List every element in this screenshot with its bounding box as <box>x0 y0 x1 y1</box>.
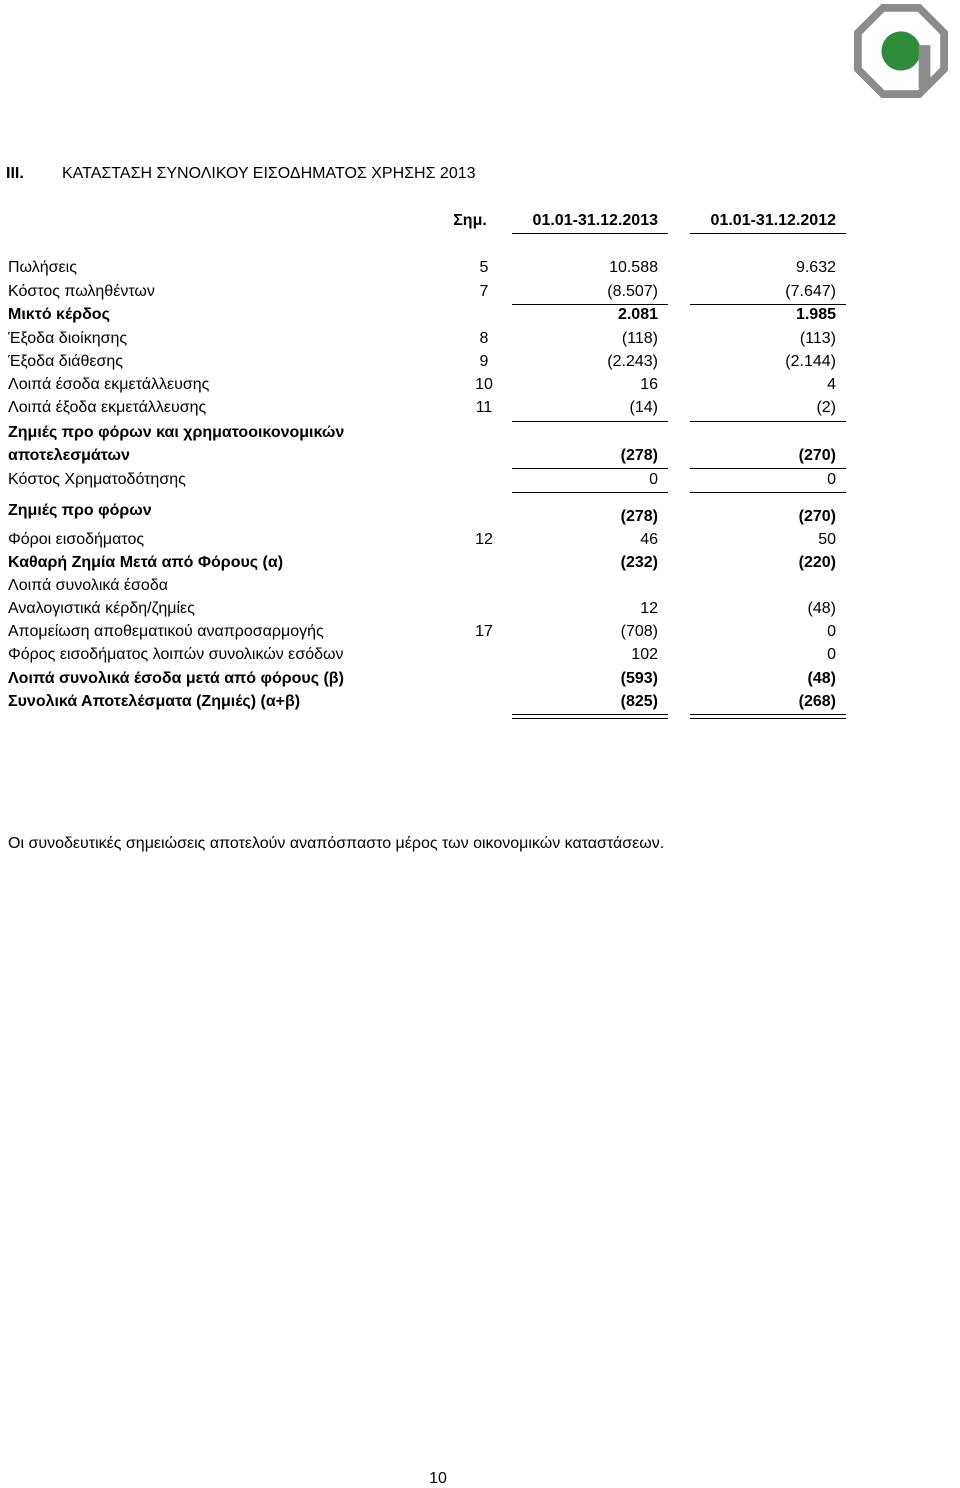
row-value-2012: 0 <box>827 471 836 488</box>
row-value-2013: (278) <box>620 508 658 525</box>
row-note: 12 <box>475 531 493 548</box>
row-note: 11 <box>475 399 493 416</box>
row-value-2013: 46 <box>640 531 658 548</box>
table-row <box>0 646 960 668</box>
row-label: Ζημιές προ φόρων <box>8 502 152 519</box>
row-label: Έξοδα διοίκησης <box>8 330 128 347</box>
company-logo <box>852 2 950 100</box>
row-value-2013: 2.081 <box>617 306 658 323</box>
row-label: Συνολικά Αποτελέσματα (Ζημιές) (α+β) <box>8 693 301 710</box>
year-2012-column-header: 01.01-31.12.2012 <box>710 212 836 229</box>
row-value-2012: (7.647) <box>785 283 836 300</box>
row-value-2012: 9.632 <box>795 259 836 276</box>
table-row <box>0 623 960 645</box>
rule-below-ebit-2013 <box>512 468 668 469</box>
row-label: Λοιπά συνολικά έσοδα μετά από φόρους (β) <box>8 670 344 687</box>
row-value-2013: (593) <box>620 670 658 687</box>
logo-green-circle <box>881 31 920 70</box>
rule-below-ebit-2012 <box>690 468 846 469</box>
row-label: Αναλογιστικά κέρδη/ζημίες <box>8 600 195 617</box>
rule-above-gross-profit-2013 <box>512 304 668 305</box>
footnote: Οι συνοδευτικές σημειώσεις αποτελούν αναπόσπαστο μέρος των οικονομικών καταστάσεων. <box>8 835 665 852</box>
row-value-2012: (2) <box>816 399 836 416</box>
row-value-2013: 0 <box>649 471 658 488</box>
row-label: Φόροι εισοδήματος <box>8 531 145 548</box>
row-value-2013: (278) <box>620 447 658 464</box>
row-value-2013: 16 <box>640 376 658 393</box>
row-value-2013: (708) <box>620 623 658 640</box>
total-double-rule-top-2013 <box>512 714 668 715</box>
row-label: Φόρος εισοδήματος λοιπών συνολικών εσόδων <box>8 646 344 663</box>
row-label: Καθαρή Ζημία Μετά από Φόρους (α) <box>8 554 284 571</box>
row-label: Κόστος Χρηματοδότησης <box>8 471 186 488</box>
row-value-2012: (268) <box>798 693 836 710</box>
rule-below-other-expenses-2013 <box>512 421 668 422</box>
note-column-header: Σημ. <box>453 212 487 229</box>
rule-above-gross-profit-2012 <box>690 304 846 305</box>
table-row <box>0 330 960 352</box>
total-double-rule-bottom-2013 <box>512 718 668 719</box>
row-value-2013: (825) <box>620 693 658 710</box>
row-note: 9 <box>479 353 489 370</box>
row-value-2013: (14) <box>629 399 658 416</box>
section-number: III. <box>6 165 24 182</box>
total-double-rule-bottom-2012 <box>690 718 846 719</box>
row-value-2012: 1.985 <box>795 306 836 323</box>
row-label: Λοιπά έσοδα εκμετάλλευσης <box>8 376 210 393</box>
row-label: Μικτό κέρδος <box>8 306 110 323</box>
table-row <box>0 376 960 398</box>
row-note: 17 <box>475 623 493 640</box>
row-value-2012: 4 <box>827 376 836 393</box>
table-row <box>0 283 960 305</box>
table-row <box>0 471 960 493</box>
table-row <box>0 424 960 446</box>
table-row <box>0 259 960 281</box>
row-label: Πωλήσεις <box>8 259 77 276</box>
table-row <box>0 353 960 375</box>
table-row <box>0 531 960 553</box>
header-underline-2013 <box>512 233 668 234</box>
total-double-rule-top-2012 <box>690 714 846 715</box>
row-label: αποτελεσμάτων <box>8 447 130 464</box>
table-row <box>0 554 960 576</box>
row-value-2012: (2.144) <box>785 353 836 370</box>
row-value-2012: 0 <box>827 623 836 640</box>
row-value-2013: (2.243) <box>607 353 658 370</box>
table-row <box>0 399 960 421</box>
table-row <box>0 447 960 469</box>
table-row <box>0 577 960 599</box>
rule-below-other-expenses-2012 <box>690 421 846 422</box>
table-row <box>0 306 960 328</box>
page-number: 10 <box>429 1470 447 1487</box>
row-value-2012: (48) <box>807 600 836 617</box>
row-value-2013: (232) <box>620 554 658 571</box>
table-row <box>0 670 960 692</box>
statement-title: ΚΑΤΑΣΤΑΣΗ ΣΥΝΟΛΙΚΟΥ ΕΙΣΟΔΗΜΑΤΟΣ ΧΡΗΣΗΣ 2013 <box>62 165 476 182</box>
row-note: 10 <box>475 376 493 393</box>
table-row <box>0 508 960 530</box>
row-label: Απομείωση αποθεματικού αναπροσαρμογής <box>8 623 324 640</box>
row-value-2013: (118) <box>621 330 658 347</box>
year-2013-column-header: 01.01-31.12.2013 <box>532 212 658 229</box>
row-label: Λοιπά έξοδα εκμετάλλευσης <box>8 399 207 416</box>
rule-below-finance-cost-2012 <box>690 492 846 493</box>
row-value-2013: 12 <box>640 600 658 617</box>
row-value-2012: 50 <box>818 531 836 548</box>
row-label: Ζημιές προ φόρων και χρηματοοικονομικών <box>8 424 345 441</box>
row-note: 8 <box>479 330 489 347</box>
row-value-2012: (270) <box>798 508 836 525</box>
row-value-2012: (270) <box>798 447 836 464</box>
header-underline-2012 <box>690 233 846 234</box>
row-label: Κόστος πωληθέντων <box>8 283 155 300</box>
row-note: 7 <box>479 283 489 300</box>
rule-below-finance-cost-2013 <box>512 492 668 493</box>
row-value-2012: (48) <box>807 670 836 687</box>
table-row <box>0 693 960 715</box>
logo-stem <box>919 45 931 88</box>
row-value-2012: 0 <box>827 646 836 663</box>
row-label: Λοιπά συνολικά έσοδα <box>8 577 168 594</box>
row-value-2012: (220) <box>798 554 836 571</box>
row-label: Έξοδα διάθεσης <box>8 353 124 370</box>
row-value-2013: 102 <box>631 646 658 663</box>
row-note: 5 <box>479 259 489 276</box>
row-value-2012: (113) <box>799 330 836 347</box>
row-value-2013: (8.507) <box>607 283 658 300</box>
row-value-2013: 10.588 <box>609 259 658 276</box>
table-row <box>0 600 960 622</box>
